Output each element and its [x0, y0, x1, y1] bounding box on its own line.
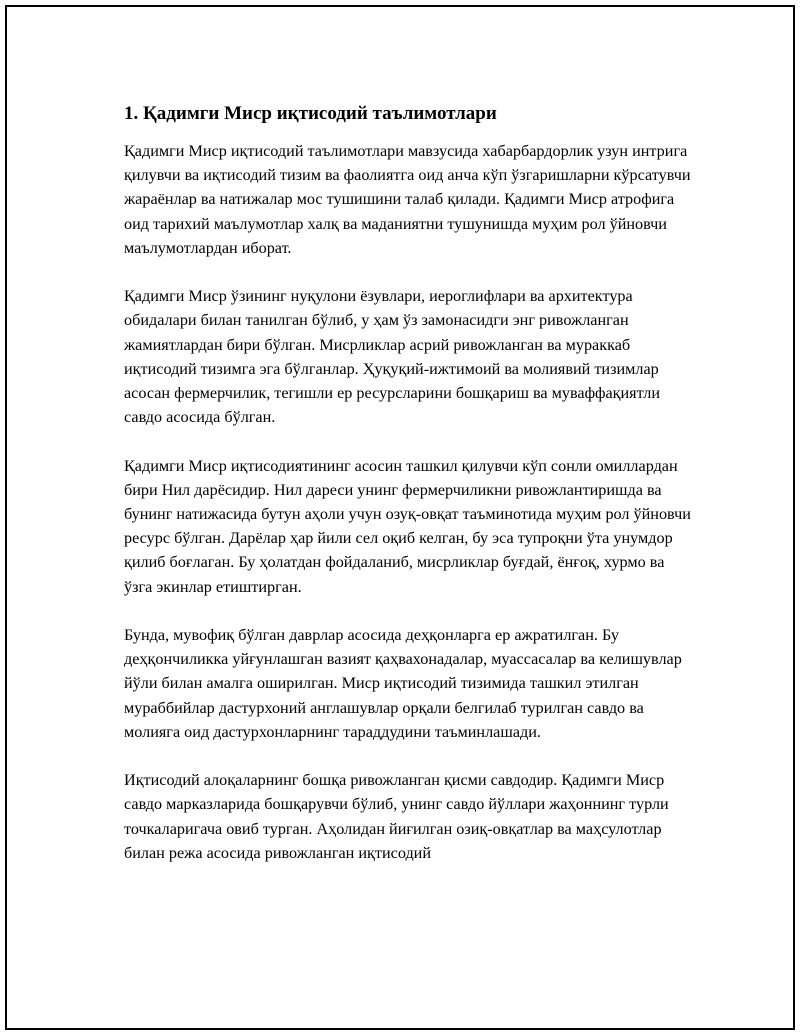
- paragraph-5: Иқтисодий алоқаларнинг бошқа ривожланган қисми савдодир. Қадимги Миср савдо марказларида бошқарувчи бўлиб, унинг савдо йўллари жаҳоннинг турли точкаларигача овиб турган. Аҳолидан йиғилган озиқ-овқатлар ва маҳсулотлар билан режа асосида ривожланган иқтисодий: [124, 771, 669, 862]
- page-frame: [5, 5, 795, 1030]
- paragraph-1: Қадимги Миср иқтисодий таълимотлари мавзусида хабарбардорлик узун интрига қилувчи ва иқтисодий тизим ва фаолиятга оид анча кўп ўзгаришларни кўрсатувчи жараёнлар ва натижалар мос тушишини талаб қилади. Қадимги Миср атрофига оид тарихий маълумотлар халқ ва маданиятни тушунишда муҳим рол ўйновчи маълумотлардан иборат.: [124, 142, 691, 257]
- document-body: [124, 102, 696, 889]
- paragraph-2: Қадимги Миср ўзининг нуқулони ёзувлари, иероглифлари ва архитектура обидалари билан танилган бўлиб, у ҳам ўз замонасидги энг ривожланган жамиятлардан бири бўлган. Мисрликлар асрий ривожланган ва мураккаб иқтисодий тизимга эга бўлганлар. Ҳуқуқий-ижтимоий ва молиявий тизимлар асосан фермерчилик, тегишли ер ресурсларини бошқариш ва муваффақиятли савдо асосида бўлган.: [124, 287, 661, 427]
- section-heading: 1. Қадимги Миср иқтисодий таълимотлари: [124, 103, 497, 124]
- paragraph-4: Бунда, мувофиқ бўлган даврлар асосида деҳқонларга ер ажратилган. Бу деҳқончиликка уйғунлашган вазият қаҳвахонадалар, муассасалар ва келишувлар йўли билан амалга оширилган. Миср иқтисодий тизимида ташкил этилган мураббийлар дастурхоний англашувлар орқали белгилаб турилган савдо ва молияга оид дастурхонларнинг тараддудини таъминлашади.: [124, 626, 682, 741]
- paragraph-3: Қадимги Миср иқтисодиятининг асосин ташкил қилувчи кўп сонли омиллардан бири Нил дарёсидир. Нил дареси унинг фермерчиликни ривожлантиришда ва бунинг натижасида бутун аҳоли учун озуқ-овқат таъминотида муҳим рол ўйновчи ресурс бўлган. Дарёлар ҳар йили сел оқиб келган, бу эса тупроқни ўта унумдор қилиб боғлаган. Бу ҳолатдан фойдаланиб, мисрликлар буғдай, ёнғоқ, хурмо ва ўзга экинлар етиштирган.: [124, 456, 691, 596]
